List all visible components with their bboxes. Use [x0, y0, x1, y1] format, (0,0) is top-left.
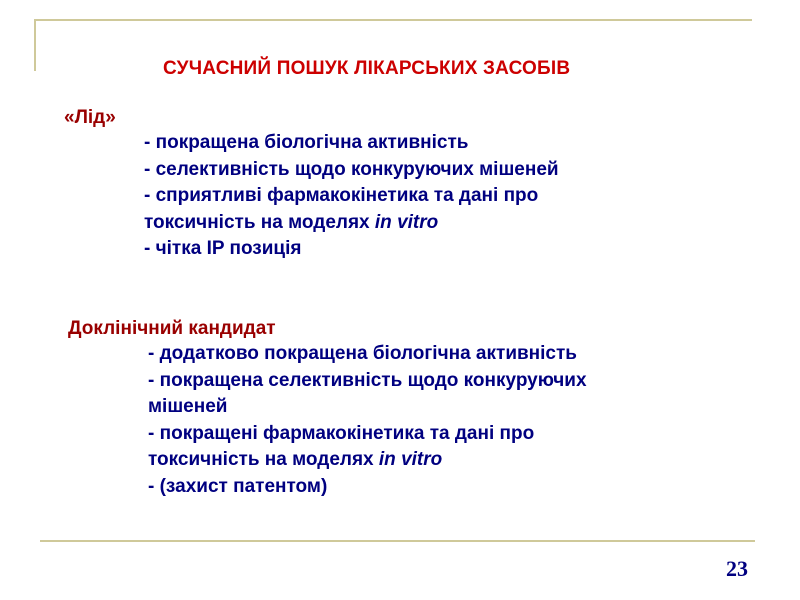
list-item: - (захист патентом)	[148, 475, 328, 497]
preclinical-heading: Доклінічний кандидат	[68, 318, 276, 339]
list-item-text: токсичність на моделях	[148, 449, 379, 470]
in-vitro-term: in vitro	[374, 211, 439, 233]
list-item: - додатково покращена біологічна активність	[148, 343, 577, 364]
list-item: - покращені фармакокінетика та дані про	[148, 422, 535, 444]
bottom-decorative-rule	[40, 540, 755, 542]
slide-title: СУЧАСНИЙ ПОШУК ЛІКАРСЬКИХ ЗАСОБІВ	[163, 58, 571, 79]
lead-criteria-list	[144, 130, 559, 263]
list-item: - сприятливі фармакокінетика та дані про	[144, 185, 539, 206]
list-item-text: токсичність на моделях	[144, 211, 375, 233]
lead-heading: «Лід»	[64, 107, 116, 128]
list-item	[148, 447, 587, 474]
list-item: - покращена селективність щодо конкуруючих	[148, 369, 587, 391]
top-decorative-rule	[34, 19, 752, 21]
list-item: мішеней	[148, 396, 228, 417]
in-vitro-term: in vitro	[378, 449, 443, 470]
list-item: - покращена біологічна активність	[144, 132, 469, 153]
page-number: 23	[726, 556, 748, 581]
left-decorative-rule	[34, 19, 36, 71]
list-item	[144, 210, 559, 237]
list-item: - селективність щодо конкуруючих мішеней	[144, 158, 559, 180]
list-item: - чітка IP позиція	[144, 238, 302, 259]
preclinical-criteria-list	[148, 341, 587, 500]
